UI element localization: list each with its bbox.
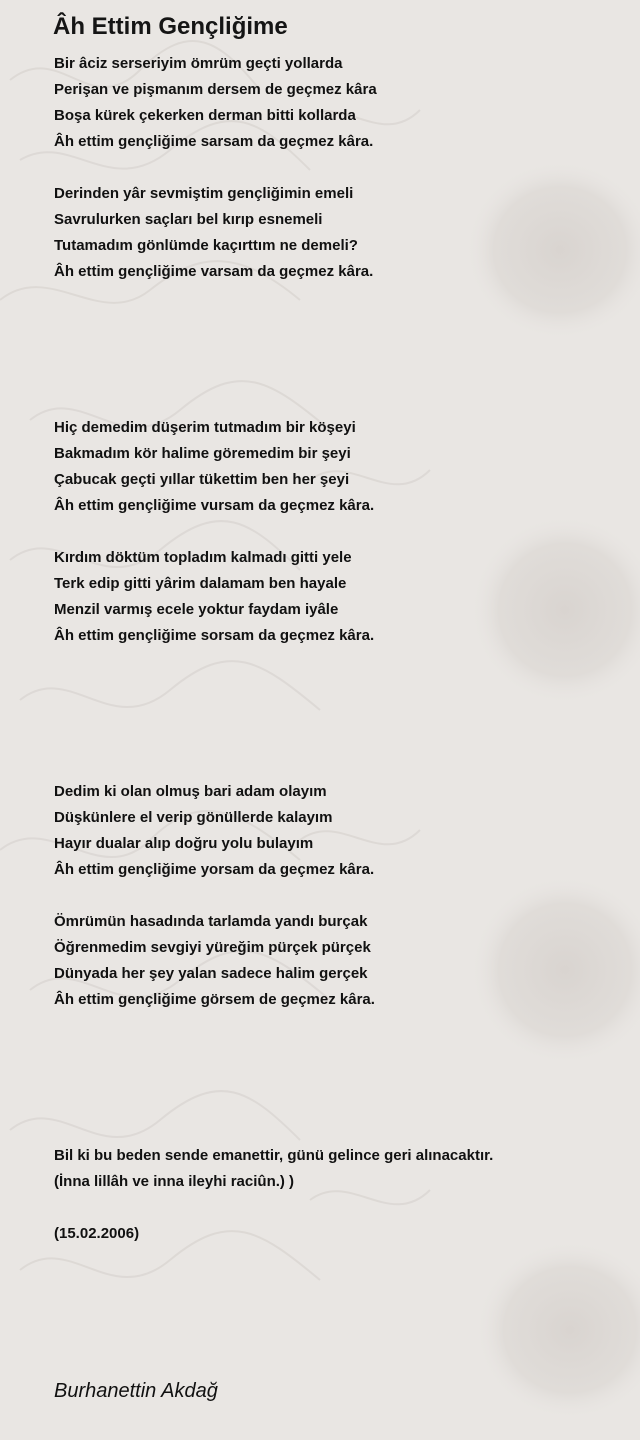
- poem-line: Perişan ve pişmanım dersem de geçmez kâra: [54, 81, 377, 98]
- poem-date: (15.02.2006): [54, 1225, 140, 1242]
- poem-section: [54, 51, 634, 285]
- poem-section: [54, 415, 634, 649]
- poem-section: [54, 1143, 634, 1247]
- poem-line: Bir âciz serseriyim ömrüm geçti yollarda: [54, 55, 343, 72]
- poem-line: Menzil varmış ecele yoktur faydam iyâle: [54, 601, 339, 618]
- stanza: [54, 415, 634, 519]
- stanza: [54, 779, 634, 883]
- poem-line: Dünyada her şey yalan sadece halim gerçek: [54, 965, 368, 982]
- poem-line: Âh ettim gençliğime varsam da geçmez kâra.: [54, 263, 374, 280]
- stanza: [54, 1143, 634, 1195]
- poem-body: [54, 51, 634, 1247]
- poem-line: Hayır dualar alıp doğru yolu bulayım: [54, 835, 314, 852]
- poem-line: Öğrenmedim sevgiyi yüreğim pürçek pürçek: [54, 939, 371, 956]
- poem-line: Tutamadım gönlümde kaçırttım ne demeli?: [54, 237, 358, 254]
- stanza: [54, 51, 634, 155]
- poem-line: Âh ettim gençliğime sorsam da geçmez kâra.: [54, 627, 375, 644]
- stanza: [54, 545, 634, 649]
- poem-section: [54, 779, 634, 1013]
- poem-line: Bakmadım kör halime göremedim bir şeyi: [54, 445, 351, 462]
- poem-line: Bil ki bu beden sende emanettir, günü gelince geri alınacaktır.: [54, 1147, 494, 1164]
- poem-line: Âh ettim gençliğime sarsam da geçmez kâra.: [54, 133, 374, 150]
- author-name: Burhanettin Akdağ: [54, 1380, 218, 1402]
- poem-line: Terk edip gitti yârim dalamam ben hayale: [54, 575, 347, 592]
- poem-line: Çabucak geçti yıllar tükettim ben her şeyi: [54, 471, 350, 488]
- stanza: [54, 909, 634, 1013]
- poem-line: Derinden yâr sevmiştim gençliğimin emeli: [54, 185, 354, 202]
- poem-line: Kırdım döktüm topladım kalmadı gitti yele: [54, 549, 352, 566]
- poem-line: (İnna lillâh ve inna ileyhi raciûn.) ): [54, 1173, 295, 1190]
- poem-title: Âh Ettim Gençliğime: [53, 13, 288, 40]
- poem-line: Hiç demedim düşerim tutmadım bir köşeyi: [54, 419, 356, 436]
- poem-line: Âh ettim gençliğime görsem de geçmez kâra.: [54, 991, 375, 1008]
- poem-line: Ömrümün hasadında tarlamda yandı burçak: [54, 913, 368, 930]
- stanza: [54, 181, 634, 285]
- stanza: [54, 1221, 634, 1247]
- poem-line: Âh ettim gençliğime vursam da geçmez kâra.: [54, 497, 375, 514]
- poem-line: Savrulurken saçları bel kırıp esnemeli: [54, 211, 323, 228]
- poem-line: Dedim ki olan olmuş bari adam olayım: [54, 783, 327, 800]
- poem-line: Düşkünlere el verip gönüllerde kalayım: [54, 809, 333, 826]
- poem-line: Boşa kürek çekerken derman bitti kollarda: [54, 107, 356, 124]
- poem-line: Âh ettim gençliğime yorsam da geçmez kâra.: [54, 861, 375, 878]
